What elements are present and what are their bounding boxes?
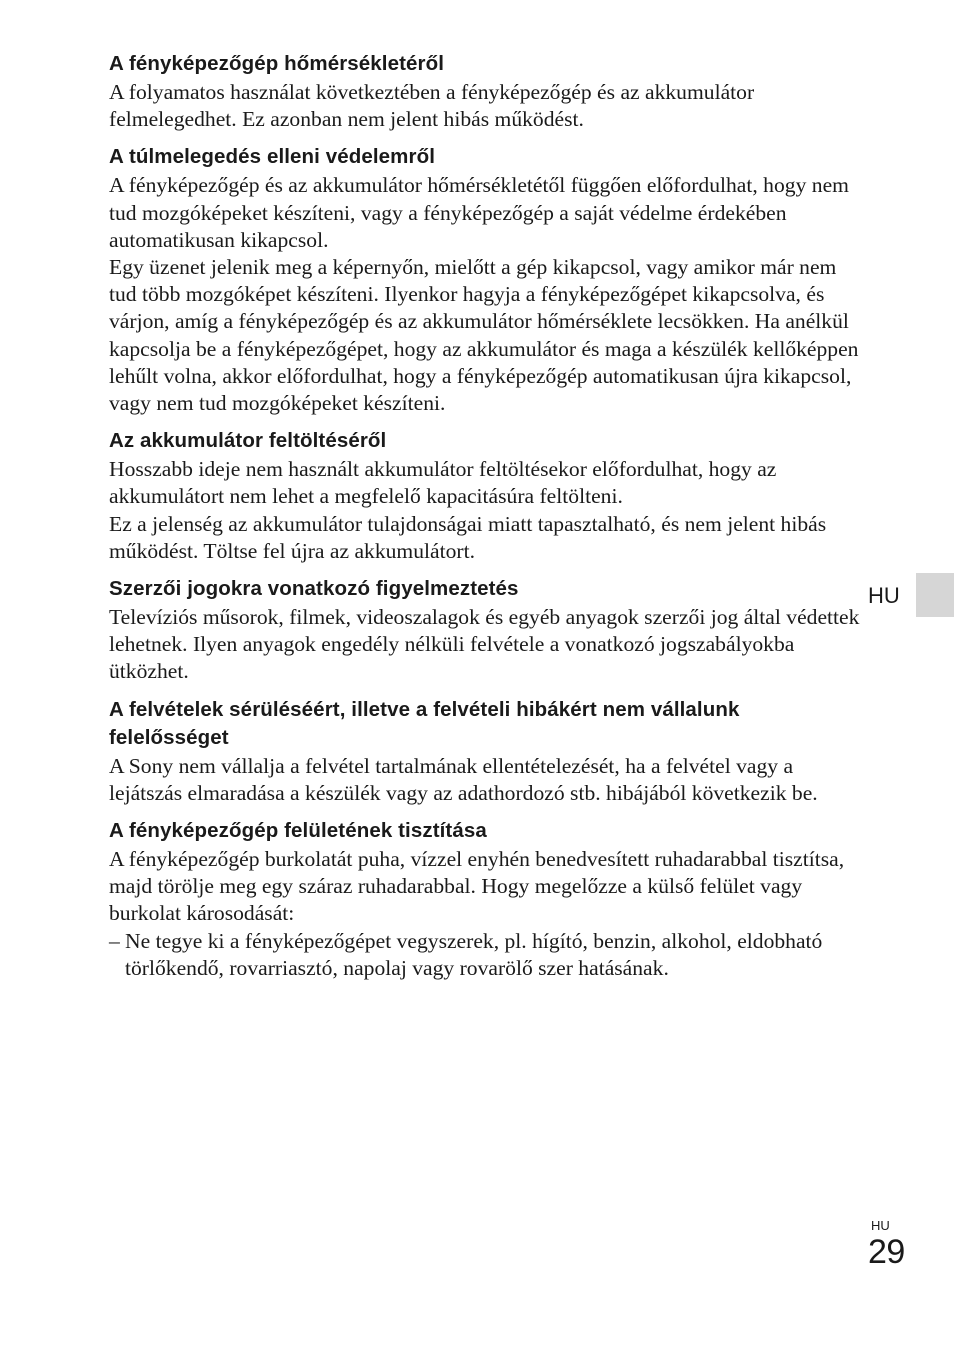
paragraph: A fényképezőgép burkolatát puha, vízzel enyhén benedvesített ruhadarabbal tisztítsa, majd törölje meg egy száraz ruhadarabbal. Hogy megelőzze a külső felület vagy burkolat károsodását: xyxy=(109,847,845,926)
section-heading: A felvételek sérüléséért, illetve a felvételi hibákért nem vállalunk felelősséget xyxy=(109,697,740,749)
section-heading: Szerzői jogokra vonatkozó figyelmeztetés xyxy=(109,577,519,601)
list-item xyxy=(109,928,861,982)
paragraph: Ez a jelenség az akkumulátor tulajdonságai miatt tapasztalható, és nem jelent hibás működést. Töltse fel újra az akkumulátort. xyxy=(109,511,827,563)
section-heading: A fényképezőgép hőmérsékletéről xyxy=(109,52,445,75)
section-heading: Az akkumulátor feltöltéséről xyxy=(109,429,387,453)
paragraph: A folyamatos használat következtében a fényképezőgép és az akkumulátor felmelegedhet. Ez azonban nem jelent hibás működést. xyxy=(109,80,755,132)
section-battery-charging xyxy=(109,427,861,565)
paragraph: A Sony nem vállalja a felvétel tartalmának ellentételezését, ha a felvétel vagy a lejátszás elmaradása a készülék vagy az adathordozó stb. hibájából következik be. xyxy=(109,753,818,805)
page-language-code: HU xyxy=(871,1218,890,1233)
page-number: 29 xyxy=(868,1233,905,1271)
section-heading: A fényképezőgép felületének tisztítása xyxy=(109,819,487,843)
language-tab-marker xyxy=(916,573,954,617)
section-heading: A túlmelegedés elleni védelemről xyxy=(109,145,436,169)
section-overheating xyxy=(109,143,861,417)
language-tab-label: HU xyxy=(868,583,900,608)
section-liability xyxy=(109,696,861,807)
page-content xyxy=(109,50,861,992)
paragraph: A fényképezőgép és az akkumulátor hőmérsékletétől függően előfordulhat, hogy nem tud mozgóképeket készíteni, vagy a fényképezőgép a saját védelme érdekében automatikusan kikapcsol. xyxy=(109,173,849,252)
section-copyright xyxy=(109,575,861,686)
paragraph: Egy üzenet jelenik meg a képernyőn, mielőtt a gép kikapcsol, vagy amikor már nem tud több mozgóképet készíteni. Ilyenkor hagyja a fényképezőgépet kikapcsolva, és várjon, amíg a fényképezőgép és az akkumulátor hőmérséklete lecsökken. Ha anélkül kapcsolja be a fényképezőgépet, hogy az akkumulátor és maga a készülék kellőképpen lehűlt volna, akkor előfordulhat, hogy a fényképezőgép automatikusan újra kikapcsol, vagy nem tud mozgóképeket készíteni. xyxy=(109,255,859,416)
list-item-text: Ne tegye ki a fényképezőgépet vegyszerek, pl. hígító, benzin, alkohol, eldobható törlőkendő, rovarriasztó, napolaj vagy rovarölő szer hatásának. xyxy=(125,928,823,980)
paragraph: Hosszabb ideje nem használt akkumulátor feltöltésekor előfordulhat, hogy az akkumulátort nem lehet a megfelelő kapacitásúra feltölteni. xyxy=(109,457,777,509)
section-cleaning xyxy=(109,817,861,982)
list-marker: – xyxy=(109,928,120,953)
section-temperature xyxy=(109,50,861,133)
paragraph: Televíziós műsorok, filmek, videoszalagok és egyéb anyagok szerzői jog által védettek lehetnek. Ilyen anyagok engedély nélküli felvétele a vonatkozó jogszabályokba ütközhet. xyxy=(109,605,860,684)
